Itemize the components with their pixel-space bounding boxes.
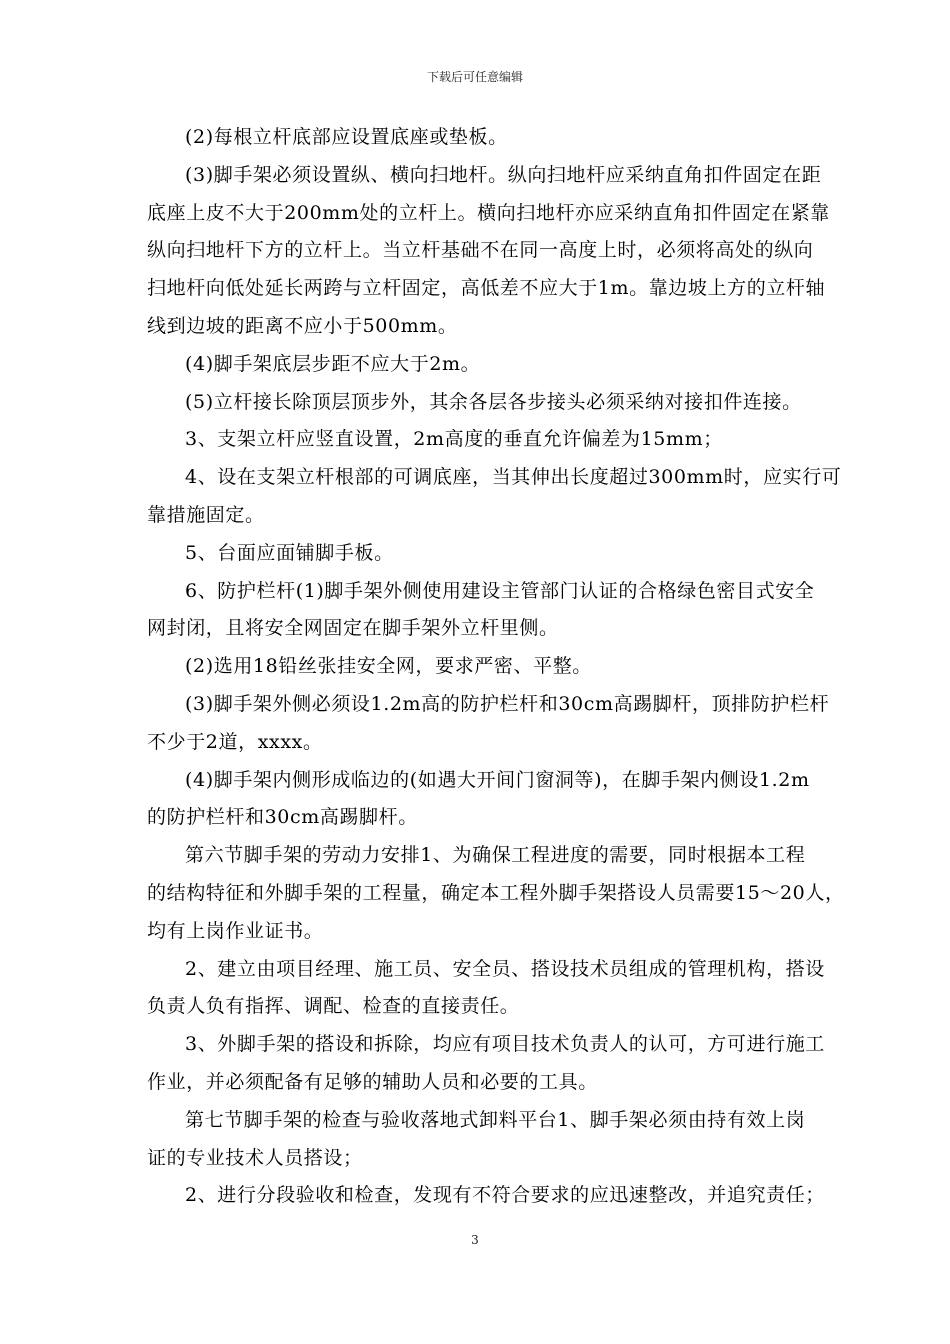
text-line: 4、设在支架立杆根部的可调底座，当其伸出长度超过300mm时，应实行可 [185, 466, 842, 489]
text-line: 证的专业技术人员搭设； [147, 1146, 363, 1169]
text-line: 网封闭，且将安全网固定在脚手架外立杆里侧。 [147, 617, 559, 640]
text-line: 负责人负有指挥、调配、检查的直接责任。 [147, 995, 520, 1018]
text-line: 2、进行分段验收和检查，发现有不符合要求的应迅速整改，并追究责任； [185, 1184, 825, 1207]
text-line: 6、防护栏杆(1)脚手架外侧使用建设主管部门认证的合格绿色密目式安全 [185, 579, 815, 602]
text-line: 均有上岗作业证书。 [147, 919, 324, 942]
text-line: 3、外脚手架的搭设和拆除，均应有项目技术负责人的认可，方可进行施工 [185, 1033, 825, 1056]
text-line: (5)立杆接长除顶层顶步外，其余各层各步接头必须采纳对接扣件连接。 [185, 390, 802, 413]
text-line: 底座上皮不大于200mm处的立杆上。横向扫地杆亦应采纳直角扣件固定在紧靠 [147, 201, 830, 224]
text-line: 第七节脚手架的检查与验收落地式卸料平台1、脚手架必须由持有效上岗 [185, 1108, 806, 1131]
text-line: (4)脚手架内侧形成临边的(如遇大开间门窗洞等)，在脚手架内侧设1.2m [185, 768, 810, 791]
text-line: (3)脚手架必须设置纵、横向扫地杆。纵向扫地杆应采纳直角扣件固定在距 [185, 163, 822, 186]
text-line: (3)脚手架外侧必须设1.2m高的防护栏杆和30cm高踢脚杆，顶排防护栏杆 [185, 692, 830, 715]
text-line: (2)选用18铅丝张挂安全网，要求严密、平整。 [185, 655, 592, 678]
text-line: (4)脚手架底层步距不应大于2m。 [185, 352, 481, 375]
text-line: 纵向扫地杆下方的立杆上。当立杆基础不在同一高度上时，必须将高处的纵向 [147, 239, 814, 262]
text-line: 第六节脚手架的劳动力安排1、为确保工程进度的需要，同时根据本工程 [185, 844, 806, 867]
text-line: 不少于2道，xxxx。 [147, 730, 323, 753]
text-line: (2)每根立杆底部应设置底座或垫板。 [185, 126, 508, 148]
text-line: 的结构特征和外脚手架的工程量，确定本工程外脚手架搭设人员需要15～20人， [147, 881, 845, 904]
text-line: 线到边坡的距离不应小于500mm。 [147, 314, 458, 337]
page-number: 3 [471, 1233, 479, 1247]
text-line: 2、建立由项目经理、施工员、安全员、搭设技术员组成的管理机构，搭设 [185, 957, 825, 980]
text-line: 3、支架立杆应竖直设置，2m高度的垂直允许偏差为15mm； [185, 428, 723, 451]
page-header: 下载后可任意编辑 [426, 70, 523, 84]
text-line: 5、台面应面铺脚手板。 [185, 541, 394, 564]
text-line: 的防护栏杆和30cm高踢脚杆。 [147, 806, 418, 829]
text-line: 作业，并必须配备有足够的辅助人员和必要的工具。 [147, 1070, 598, 1093]
text-line: 靠措施固定。 [147, 503, 265, 526]
text-line: 扫地杆向低处延长两跨与立杆固定，高低差不应大于1m。靠边坡上方的立杆轴 [147, 277, 826, 300]
document-body [147, 119, 845, 1215]
